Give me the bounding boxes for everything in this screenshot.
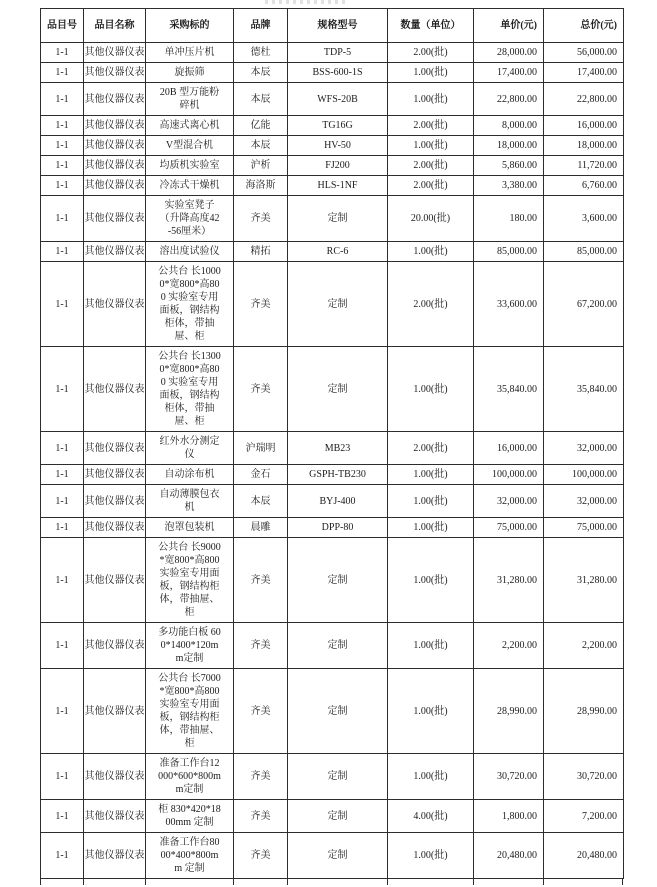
cell-model: 定制 <box>288 196 388 242</box>
cell-brand: 沪瑞明 <box>234 432 288 465</box>
cell-total-price: 32,000.00 <box>544 432 624 465</box>
cell-total-price: 2,200.00 <box>544 623 624 669</box>
cell-item-name: 其他仪器仪表 <box>84 156 146 176</box>
cell-item-no: 1-1 <box>41 196 84 242</box>
table-row <box>41 176 624 196</box>
table-row <box>41 669 624 754</box>
cell-brand: 本辰 <box>234 83 288 116</box>
table-row <box>41 242 624 262</box>
cell-unit-price: 8,000.00 <box>474 116 544 136</box>
table-row <box>41 432 624 465</box>
cell-target: V型混合机 <box>146 136 234 156</box>
cell-model: 定制 <box>288 800 388 833</box>
table-row <box>41 800 624 833</box>
cell-total-price: 16,000.00 <box>544 116 624 136</box>
cell-item-name: 其他仪器仪表 <box>84 518 146 538</box>
cell-item-name: 其他仪器仪表 <box>84 754 146 800</box>
cell-item-name: 其他仪器仪表 <box>84 347 146 432</box>
table-row <box>41 465 624 485</box>
cell-total-price: 18,000.00 <box>544 136 624 156</box>
table-row <box>41 754 624 800</box>
table-row <box>41 262 624 347</box>
cell-brand: 亿能 <box>234 116 288 136</box>
cell-qty: 2.00(批) <box>388 432 474 465</box>
cell-item-no: 1-1 <box>41 136 84 156</box>
cell-model: 定制 <box>288 347 388 432</box>
cell-item-name: 其他仪器仪表 <box>84 83 146 116</box>
cell-qty: 1.00(批) <box>388 669 474 754</box>
cell-item-no: 1-1 <box>41 432 84 465</box>
cell-model: RC-6 <box>288 242 388 262</box>
cell-model: DPP-80 <box>288 518 388 538</box>
cell-brand: 齐美 <box>234 800 288 833</box>
table-row <box>41 116 624 136</box>
table-row <box>41 83 624 116</box>
cell-target: 公共台 长10000*宽800*高800 实验室专用面板，钢结构柜体，带抽屉、柜 <box>146 262 234 347</box>
header-col-target: 采购标的 <box>146 9 234 43</box>
cell-total-price: 20,480.00 <box>544 833 624 879</box>
table-row <box>41 518 624 538</box>
header-col-brand: 品牌 <box>234 9 288 43</box>
cell-model: 定制 <box>288 262 388 347</box>
cell-item-no: 1-1 <box>41 116 84 136</box>
cell-item-no: 1-1 <box>41 242 84 262</box>
cell-target: 红外水分测定仪 <box>146 432 234 465</box>
cell-model: HLS-1NF <box>288 176 388 196</box>
cell-target: 泡罩包装机 <box>146 518 234 538</box>
cell-unit-price: 100,000.00 <box>474 465 544 485</box>
page-bleed-artifact <box>265 0 345 4</box>
table-row <box>41 623 624 669</box>
cell-qty: 1.00(批) <box>388 754 474 800</box>
cell-target: 公共台 长13000*宽800*高800 实验室专用面板，钢结构柜体，带抽屉、柜 <box>146 347 234 432</box>
procurement-table <box>40 8 624 879</box>
cell-total-price: 28,990.00 <box>544 669 624 754</box>
cell-brand: 齐美 <box>234 538 288 623</box>
cell-qty: 2.00(批) <box>388 116 474 136</box>
cell-qty: 1.00(批) <box>388 63 474 83</box>
cell-total-price: 17,400.00 <box>544 63 624 83</box>
cell-brand: 精拓 <box>234 242 288 262</box>
header-col-model: 规格型号 <box>288 9 388 43</box>
cell-total-price: 3,600.00 <box>544 196 624 242</box>
header-col-item-name: 品目名称 <box>84 9 146 43</box>
cell-unit-price: 28,000.00 <box>474 43 544 63</box>
cell-model: 定制 <box>288 669 388 754</box>
cell-model: BYJ-400 <box>288 485 388 518</box>
cell-qty: 2.00(批) <box>388 156 474 176</box>
procurement-table-container <box>40 8 624 879</box>
cell-brand: 德杜 <box>234 43 288 63</box>
cell-target: 高速式离心机 <box>146 116 234 136</box>
cell-item-no: 1-1 <box>41 833 84 879</box>
cell-item-name: 其他仪器仪表 <box>84 538 146 623</box>
cell-qty: 1.00(批) <box>388 136 474 156</box>
cell-brand: 本辰 <box>234 63 288 83</box>
cell-total-price: 35,840.00 <box>544 347 624 432</box>
cell-brand: 金石 <box>234 465 288 485</box>
cell-item-no: 1-1 <box>41 518 84 538</box>
cell-unit-price: 35,840.00 <box>474 347 544 432</box>
cell-model: BSS-600-1S <box>288 63 388 83</box>
cell-total-price: 56,000.00 <box>544 43 624 63</box>
cell-target: 多功能白板 600*1400*120mm定制 <box>146 623 234 669</box>
cell-target: 溶出度试验仪 <box>146 242 234 262</box>
cell-qty: 2.00(批) <box>388 262 474 347</box>
cell-item-no: 1-1 <box>41 623 84 669</box>
cell-model: 定制 <box>288 754 388 800</box>
cell-unit-price: 16,000.00 <box>474 432 544 465</box>
cell-brand: 本辰 <box>234 485 288 518</box>
cell-total-price: 22,800.00 <box>544 83 624 116</box>
cell-item-name: 其他仪器仪表 <box>84 623 146 669</box>
cell-brand: 齐美 <box>234 669 288 754</box>
cell-qty: 1.00(批) <box>388 518 474 538</box>
cell-target: 单冲压片机 <box>146 43 234 63</box>
table-row <box>41 63 624 83</box>
cell-item-no: 1-1 <box>41 83 84 116</box>
cell-unit-price: 5,860.00 <box>474 156 544 176</box>
cell-unit-price: 1,800.00 <box>474 800 544 833</box>
next-page-row-ticks <box>0 879 657 885</box>
cell-target: 冷冻式干燥机 <box>146 176 234 196</box>
cell-model: MB23 <box>288 432 388 465</box>
cell-unit-price: 22,800.00 <box>474 83 544 116</box>
cell-item-no: 1-1 <box>41 176 84 196</box>
cell-item-name: 其他仪器仪表 <box>84 43 146 63</box>
cell-item-name: 其他仪器仪表 <box>84 432 146 465</box>
cell-unit-price: 2,200.00 <box>474 623 544 669</box>
cell-total-price: 67,200.00 <box>544 262 624 347</box>
cell-unit-price: 17,400.00 <box>474 63 544 83</box>
cell-target: 自动薄膜包衣机 <box>146 485 234 518</box>
cell-unit-price: 85,000.00 <box>474 242 544 262</box>
table-header-row <box>41 9 624 43</box>
cell-qty: 2.00(批) <box>388 43 474 63</box>
cell-qty: 1.00(批) <box>388 538 474 623</box>
cell-brand: 齐美 <box>234 262 288 347</box>
cell-model: FJ200 <box>288 156 388 176</box>
cell-total-price: 100,000.00 <box>544 465 624 485</box>
cell-item-no: 1-1 <box>41 262 84 347</box>
cell-model: HV-50 <box>288 136 388 156</box>
cell-item-name: 其他仪器仪表 <box>84 242 146 262</box>
cell-unit-price: 18,000.00 <box>474 136 544 156</box>
cell-unit-price: 3,380.00 <box>474 176 544 196</box>
table-row <box>41 485 624 518</box>
cell-qty: 2.00(批) <box>388 176 474 196</box>
cell-item-name: 其他仪器仪表 <box>84 196 146 242</box>
cell-item-no: 1-1 <box>41 485 84 518</box>
cell-qty: 1.00(批) <box>388 465 474 485</box>
cell-unit-price: 30,720.00 <box>474 754 544 800</box>
cell-total-price: 85,000.00 <box>544 242 624 262</box>
cell-item-name: 其他仪器仪表 <box>84 465 146 485</box>
cell-brand: 沪析 <box>234 156 288 176</box>
cell-unit-price: 20,480.00 <box>474 833 544 879</box>
cell-brand: 本辰 <box>234 136 288 156</box>
cell-target: 自动涂布机 <box>146 465 234 485</box>
cell-item-name: 其他仪器仪表 <box>84 833 146 879</box>
cell-brand: 齐美 <box>234 623 288 669</box>
cell-unit-price: 180.00 <box>474 196 544 242</box>
cell-model: TG16G <box>288 116 388 136</box>
cell-item-name: 其他仪器仪表 <box>84 262 146 347</box>
cell-qty: 1.00(批) <box>388 623 474 669</box>
cell-unit-price: 75,000.00 <box>474 518 544 538</box>
cell-unit-price: 32,000.00 <box>474 485 544 518</box>
cell-target: 准备工作台12000*600*800mm定制 <box>146 754 234 800</box>
cell-brand: 齐美 <box>234 833 288 879</box>
cell-unit-price: 33,600.00 <box>474 262 544 347</box>
header-col-unit-price: 单价(元) <box>474 9 544 43</box>
header-col-total-price: 总价(元) <box>544 9 624 43</box>
cell-qty: 1.00(批) <box>388 347 474 432</box>
cell-total-price: 11,720.00 <box>544 156 624 176</box>
cell-model: 定制 <box>288 833 388 879</box>
cell-total-price: 6,760.00 <box>544 176 624 196</box>
cell-target: 准备工作台8000*400*800mm 定制 <box>146 833 234 879</box>
cell-item-no: 1-1 <box>41 800 84 833</box>
cell-brand: 齐美 <box>234 754 288 800</box>
cell-brand: 晨雕 <box>234 518 288 538</box>
cell-item-name: 其他仪器仪表 <box>84 176 146 196</box>
cell-item-name: 其他仪器仪表 <box>84 669 146 754</box>
cell-qty: 1.00(批) <box>388 833 474 879</box>
cell-total-price: 31,280.00 <box>544 538 624 623</box>
cell-qty: 20.00(批) <box>388 196 474 242</box>
table-row <box>41 347 624 432</box>
table-row <box>41 196 624 242</box>
cell-item-no: 1-1 <box>41 669 84 754</box>
cell-item-name: 其他仪器仪表 <box>84 800 146 833</box>
cell-total-price: 75,000.00 <box>544 518 624 538</box>
cell-model: 定制 <box>288 623 388 669</box>
table-row <box>41 43 624 63</box>
header-col-qty: 数量（单位） <box>388 9 474 43</box>
cell-unit-price: 28,990.00 <box>474 669 544 754</box>
cell-item-name: 其他仪器仪表 <box>84 116 146 136</box>
cell-qty: 1.00(批) <box>388 485 474 518</box>
cell-model: 定制 <box>288 538 388 623</box>
header-col-item-no: 品目号 <box>41 9 84 43</box>
cell-model: TDP-5 <box>288 43 388 63</box>
cell-model: WFS-20B <box>288 83 388 116</box>
cell-target: 柜 830*420*1800mm 定制 <box>146 800 234 833</box>
table-row <box>41 833 624 879</box>
cell-item-name: 其他仪器仪表 <box>84 136 146 156</box>
cell-target: 公共台 长9000*宽800*高800 实验室专用面板，钢结构柜体，带抽屉、柜 <box>146 538 234 623</box>
cell-target: 旋振筛 <box>146 63 234 83</box>
cell-model: GSPH-TB230 <box>288 465 388 485</box>
cell-target: 均质机实验室 <box>146 156 234 176</box>
cell-target: 20B 型万能粉碎机 <box>146 83 234 116</box>
cell-brand: 齐美 <box>234 196 288 242</box>
cell-item-name: 其他仪器仪表 <box>84 485 146 518</box>
table-body <box>41 43 624 879</box>
cell-total-price: 32,000.00 <box>544 485 624 518</box>
cell-item-no: 1-1 <box>41 754 84 800</box>
cell-item-no: 1-1 <box>41 465 84 485</box>
cell-item-no: 1-1 <box>41 347 84 432</box>
cell-item-no: 1-1 <box>41 538 84 623</box>
cell-item-no: 1-1 <box>41 156 84 176</box>
cell-qty: 1.00(批) <box>388 83 474 116</box>
table-row <box>41 136 624 156</box>
cell-total-price: 30,720.00 <box>544 754 624 800</box>
table-row <box>41 156 624 176</box>
cell-item-no: 1-1 <box>41 63 84 83</box>
cell-target: 实验室凳子（升降高度42-56厘米） <box>146 196 234 242</box>
cell-qty: 4.00(批) <box>388 800 474 833</box>
table-row <box>41 538 624 623</box>
cell-total-price: 7,200.00 <box>544 800 624 833</box>
cell-brand: 齐美 <box>234 347 288 432</box>
cell-unit-price: 31,280.00 <box>474 538 544 623</box>
cell-item-no: 1-1 <box>41 43 84 63</box>
cell-qty: 1.00(批) <box>388 242 474 262</box>
cell-item-name: 其他仪器仪表 <box>84 63 146 83</box>
cell-brand: 海洛斯 <box>234 176 288 196</box>
cell-target: 公共台 长7000*宽800*高800 实验室专用面板，钢结构柜体，带抽屉、柜 <box>146 669 234 754</box>
